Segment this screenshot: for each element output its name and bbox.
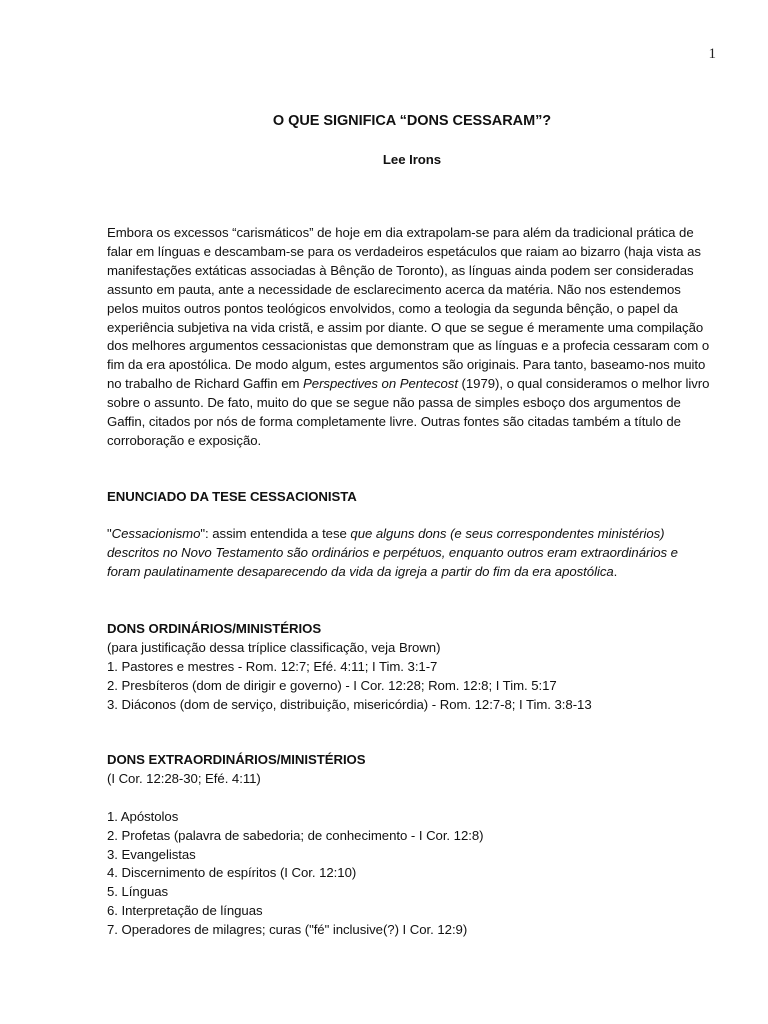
thesis-heading: ENUNCIADO DA TESE CESSACIONISTA	[107, 489, 357, 504]
list-item: 5. Línguas	[107, 884, 169, 900]
ordinary-gifts-section	[107, 620, 717, 715]
author-name: Lee Irons	[382, 152, 442, 167]
list-item: 1. Pastores e mestres - Rom. 12:7; Efé. 4:11; I Tim. 3:1-7	[107, 658, 438, 674]
intro-paragraph	[107, 224, 715, 451]
thesis-definition: que alguns dons (e seus correspondentes ministérios) descritos no Novo Testamento são ordinários e perpétuos, enquanto outros eram extraordinários e foram paulatinamente desaparecendo da vida da igreja a partir do fim da era apostólica	[107, 526, 678, 579]
thesis-connector: : assim entendida a tese	[205, 526, 351, 541]
thesis-term: Cessacionismo	[111, 526, 201, 541]
page-number: 1	[708, 46, 716, 62]
thesis-end: .	[613, 563, 618, 579]
intro-text-part2: (1979), o qual consideramos o melhor livro sobre o assunto. De fato, muito do que se segue não passa de simples esboço dos argumentos de Gaffin, citados por nós de forma completamente livre. Outras fontes são citadas também a título de corroboração e exposição.	[107, 376, 710, 448]
extraordinary-gifts-heading: DONS EXTRAORDINÁRIOS/MINISTÉRIOS	[107, 752, 366, 767]
thesis-paragraph	[107, 525, 715, 582]
list-item: 2. Presbíteros (dom de dirigir e governo) - I Cor. 12:28; Rom. 12:8; I Tim. 5:17	[107, 677, 557, 693]
list-item: 3. Evangelistas	[107, 846, 196, 862]
quote-open: "	[107, 526, 112, 541]
extraordinary-gifts-note: (I Cor. 12:28-30; Efé. 4:11)	[107, 770, 261, 786]
list-item: 2. Profetas (palavra de sabedoria; de conhecimento - I Cor. 12:8)	[107, 827, 484, 843]
intro-text-part1: Embora os excessos “carismáticos” de hoje em dia extrapolam-se para além da tradicional prática de falar em línguas e descambam-se para os verdadeiros espetáculos que raiam ao bizarro (haja vista as manifestações extáticas associadas à Bênção de Toronto), as línguas ainda podem ser consideradas assunto em pauta, ante a necessidade de esclarecimento acerca da matéria. Não nos estendemos pelos muitos outros pontos teológicos envolvidos, como a teologia da segunda bênção, o papel da experiência subjetiva na vida cristã, e assim por diante. O que se segue é meramente uma compilação dos melhores argumentos cessacionistas que demonstram que as línguas e a profecia cessaram com o fim da era apostólica. De modo algum, estes argumentos são originais. Para tanto, baseamo-nos muito no trabalho de Richard Gaffin em	[107, 225, 710, 392]
list-spacer	[107, 789, 717, 808]
list-item: 4. Discernimento de espíritos (I Cor. 12:10)	[107, 865, 357, 881]
document-title: O QUE SIGNIFICA “DONS CESSARAM”?	[272, 113, 552, 129]
list-item: 7. Operadores de milagres; curas ("fé" inclusive(?) I Cor. 12:9)	[107, 922, 468, 938]
ordinary-gifts-note: (para justificação dessa tríplice classificação, veja Brown)	[107, 639, 441, 655]
list-item: 3. Diáconos (dom de serviço, distribuição, misericórdia) - Rom. 12:7-8; I Tim. 3:8-13	[107, 696, 592, 712]
extraordinary-gifts-section	[107, 751, 717, 940]
ordinary-gifts-heading: DONS ORDINÁRIOS/MINISTÉRIOS	[107, 621, 322, 636]
list-item: 6. Interpretação de línguas	[107, 903, 263, 919]
quote-close: "	[200, 526, 206, 541]
list-item: 1. Apóstolos	[107, 808, 179, 824]
book-title: Perspectives on Pentecost	[303, 376, 458, 392]
